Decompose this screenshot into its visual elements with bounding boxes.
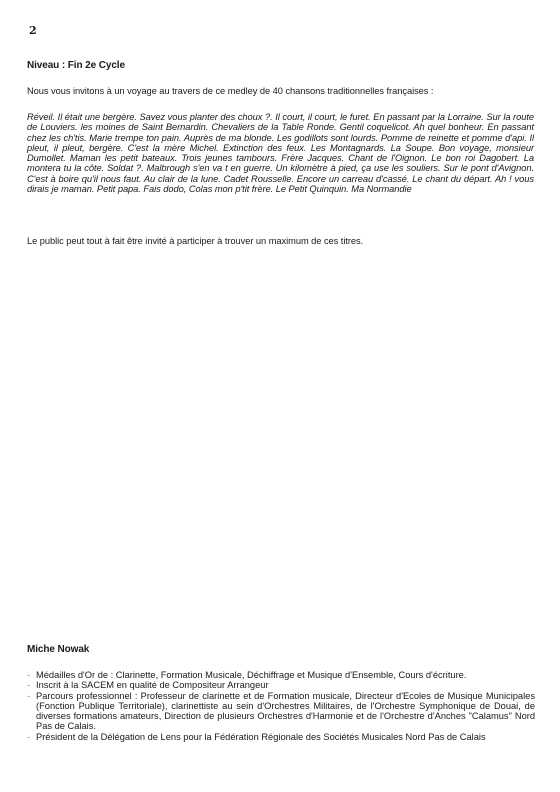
bullet-icon: -: [27, 680, 31, 691]
bullet-icon: -: [27, 731, 31, 742]
bio-item: [27, 732, 535, 742]
bullet-icon: -: [27, 690, 31, 701]
level-heading: Niveau : Fin 2e Cycle: [27, 60, 125, 71]
bio-item-text: Inscrit à la SACEM en qualité de Compositeur Arrangeur: [36, 680, 269, 691]
bullet-icon: -: [27, 670, 31, 680]
bio-item-text: Parcours professionnel : Professeur de clarinette et de Formation musicale, Directeur d'Ecoles de Musique Municipales (Fonction Publique Territoriale), clarinettiste au sein d'Orchestres Militaires, de l'Orchestre Symphonique de Douai, de diverses formations amateurs, Direction de plusieurs Orchestres d'Harmonie et de l'Orchestre d'Anches "Calamus" Nord Pas de Calais.: [36, 690, 535, 732]
bio-item: [27, 680, 535, 690]
author-bio-list: [27, 670, 535, 742]
page-number: 2: [29, 24, 37, 37]
bio-item: [27, 670, 535, 680]
audience-note-paragraph: Le public peut tout à fait être invité à participer à trouver un maximum de ces titres.: [27, 236, 364, 246]
bio-item: [27, 691, 535, 732]
intro-paragraph: Nous vous invitons à un voyage au travers de ce medley de 40 chansons traditionnelles françaises :: [27, 86, 434, 96]
song-list-paragraph: Réveil. Il était une bergère. Savez vous planter des choux ?. Il court, il court, le furet. En passant par la Lorraine. Sur la route de Louviers. les moines de Saint Bernardin. Chevaliers de la Table Ronde. Gentil coquelicot. Ah quel bonheur. En passant chez les ch'tis. Marie trempe ton pain. Auprès de ma blonde. Les godillots sont lourds. Pomme de reinette et pomme d'api. Il pleut, il pleut, bergère. C'est la mère Michel. Extinction des feux. Les Montagnards. La Soupe. Bon voyage, monsieur Dumollet. Maman les petit bateaux. Trois jeunes tambours. Frère Jacques. Chant de l'Oignon. Le bon roi Dagobert. La montera tu la côte. Soldat ?. Malbrough s'en va t en guerre. Un kilomètre à pied, ça use les souliers. Sur le pont d'Avignon. C'est à boire qu'il nous faut. Au clair de la lune. Cadet Rousselle. Encore un carreau d'cassé. Le chant du départ. Ah ! vous dirais je maman. Petit papa. Fais dodo, Colas mon p'tit frère. Le Petit Quinquin. Ma Normandie: [27, 112, 534, 195]
author-name-heading: Miche Nowak: [27, 644, 90, 655]
bio-item-text: Médailles d'Or de : Clarinette, Formation Musicale, Déchiffrage et Musique d'Ensemble, Cours d'écriture.: [36, 670, 467, 680]
bio-item-text: Président de la Délégation de Lens pour la Fédération Régionale des Sociétés Musicales Nord Pas de Calais: [36, 731, 486, 742]
